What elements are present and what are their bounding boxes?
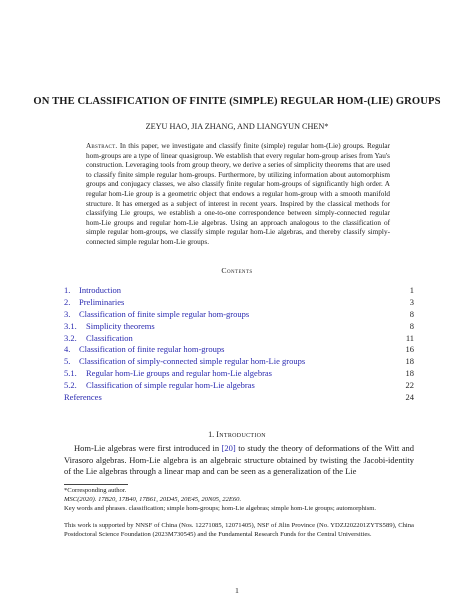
toc-entry[interactable] [64, 344, 414, 356]
toc-page-number: 1 [409, 285, 414, 295]
intro-text-rest: to study the theory of deformations of the Witt and Virasoro algebras. Hom-Lie algebra is an algebraic structure obtained by twisting the Jacobi-identity of the Lie algebras through a linear map and can be seen as a generalization of the Lie [64, 443, 414, 477]
toc-link[interactable]: Classification of simple regular hom-Lie algebras [86, 380, 255, 391]
toc-page-number: 8 [409, 320, 414, 331]
footnote-funding: This work is supported by NNSF of China (Nos. 12271085, 12071405), NSF of Jilin Province (No. YDZJ202201ZYTS589), China Postdoctoral Science Foundation (2023M730545) and the Fundamental Research Funds for the Central Universities. [64, 522, 414, 538]
toc-link[interactable]: References [64, 392, 102, 403]
toc-number: 1. [64, 285, 71, 295]
toc-link[interactable]: Classification of finite regular hom-groups [79, 344, 225, 355]
contents-heading: Contents [221, 266, 253, 275]
intro-paragraph [64, 443, 414, 478]
toc-page-number: 11 [405, 332, 414, 343]
toc-link[interactable]: Classification of finite simple regular hom-groups [79, 308, 250, 319]
section-number: 1. [208, 430, 215, 439]
section-title: Introduction [216, 430, 266, 439]
toc-link[interactable]: Preliminaries [79, 296, 125, 307]
abstract-text: In this paper, we investigate and classify finite (simple) regular hom-(Lie) groups. Regular hom-groups are a type of linear quasigroup. We establish that every regular hom-group arises from Yau's construction. Leveraging tools from group theory, we derive a series of simplicity theorems that are used to classify finite simple regular hom-groups. Furthermore, by utilizing information about automorphism groups and conjugacy classes, we also classify finite regular hom-groups of significantly high order. A regular hom-Lie group is a geometric object that endows a regular hom-group with a smooth manifold structure. It has emerged as a subject of interest in recent years. Inspired by the classical methods for classifying Lie groups, we establish a one-to-one correspondence between simply-connected regular hom-Lie groups and regular hom-Lie algebras. Using an approach analogous to the classification of simple regular hom-groups, we classify simple regular hom-Lie algebras, and thereby classify simply-connected simple regular hom-Lie groups. [86, 142, 390, 246]
toc-page-number: 8 [409, 308, 414, 319]
toc-entry[interactable] [64, 285, 414, 297]
toc-number: 5.2. [64, 380, 77, 391]
toc-entry[interactable] [64, 309, 414, 321]
toc-link[interactable]: Regular hom-Lie groups and regular hom-Lie algebras [86, 368, 272, 379]
toc-number: 3.2. [64, 332, 77, 343]
footnote-rule [64, 484, 128, 485]
toc-entry[interactable] [64, 368, 414, 380]
intro-text-start: Hom-Lie algebras were first introduced in [74, 443, 222, 453]
toc-link[interactable]: Simplicity theorems [86, 320, 155, 331]
toc-entry[interactable] [64, 380, 414, 392]
citation-link[interactable]: [20] [221, 443, 236, 453]
toc-page-number: 18 [405, 356, 414, 367]
toc-entry[interactable] [64, 333, 414, 345]
footnote-corresponding: *Corresponding author. [64, 487, 127, 494]
footnote-keywords: Key words and phrases. classification; simple hom-groups; hom-Lie algebras; simple hom-Lie groups; automorphism. [64, 505, 377, 512]
toc-number: 4. [64, 344, 71, 355]
abstract [86, 142, 390, 248]
toc-entry[interactable] [64, 297, 414, 309]
section-heading [0, 430, 474, 439]
paper-title: ON THE CLASSIFICATION OF FINITE (SIMPLE) REGULAR HOM-(LIE) GROUPS [33, 96, 441, 107]
page-number: 1 [235, 586, 239, 595]
toc-number: 5. [64, 356, 71, 367]
toc-number: 2. [64, 296, 71, 307]
toc-page-number: 24 [405, 392, 414, 403]
toc-link[interactable]: Introduction [79, 285, 122, 295]
toc-page-number: 16 [405, 344, 414, 355]
footnote-msc: MSC(2020). 17B20, 17B40, 17B61, 20D45, 20E45, 20N05, 22E60. [64, 496, 242, 503]
toc-entry[interactable] [64, 356, 414, 368]
paper-authors: ZEYU HAO, JIA ZHANG, AND LIANGYUN CHEN* [145, 122, 329, 131]
abstract-label: Abstract. [86, 142, 118, 150]
toc-page-number: 18 [405, 368, 414, 379]
toc-entry[interactable] [64, 392, 414, 404]
toc-link[interactable]: Classification [86, 332, 133, 343]
toc-number: 5.1. [64, 368, 77, 379]
toc-link[interactable]: Classification of simply-connected simple regular hom-Lie groups [79, 356, 306, 367]
table-of-contents [64, 285, 414, 404]
toc-number: 3.1. [64, 320, 77, 331]
toc-page-number: 3 [409, 296, 414, 307]
toc-entry[interactable] [64, 321, 414, 333]
toc-page-number: 22 [405, 380, 414, 391]
toc-number: 3. [64, 308, 71, 319]
